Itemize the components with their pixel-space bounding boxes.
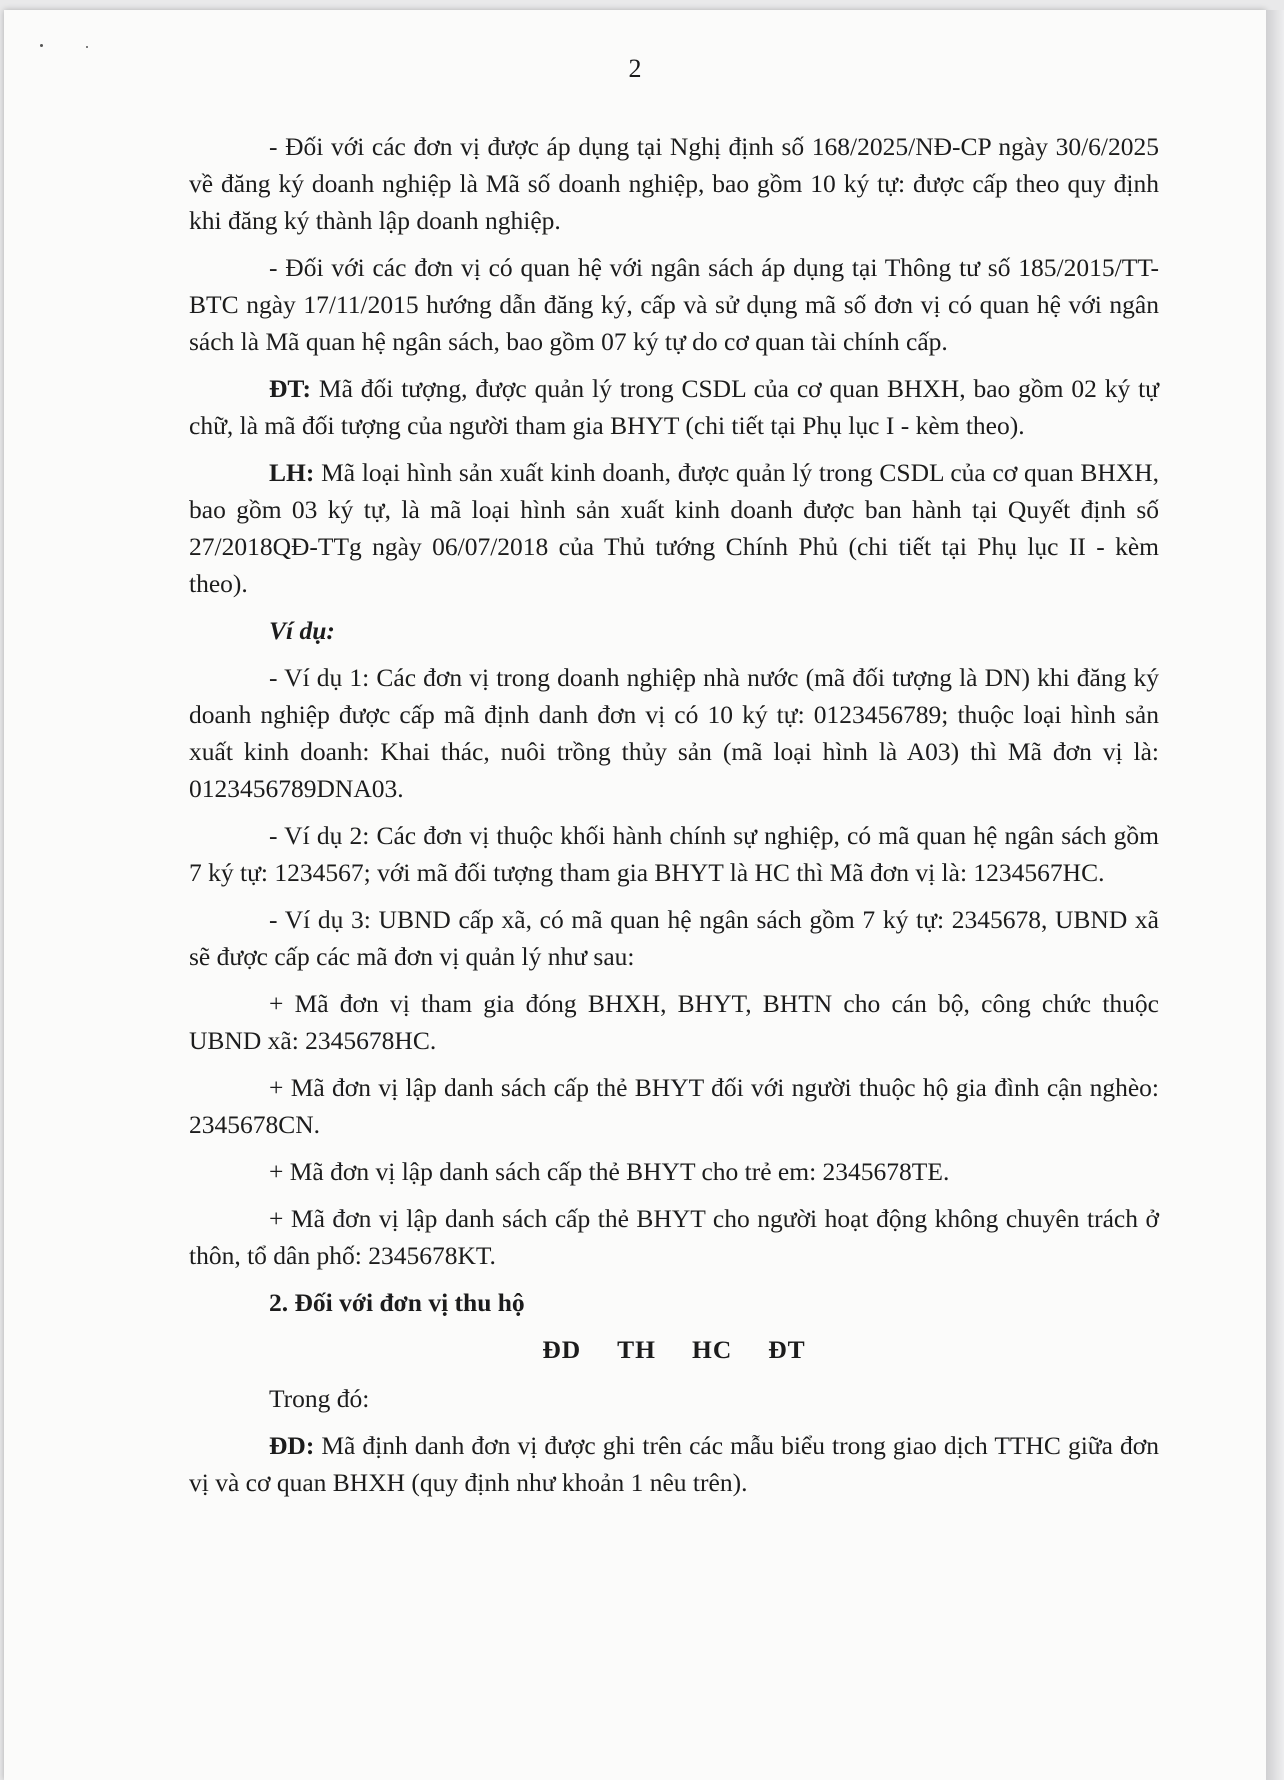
- section-2-heading: 2. Đối với đơn vị thu hộ: [269, 1288, 525, 1317]
- code-dt: ĐT: [768, 1335, 806, 1364]
- code-structure: [189, 1331, 1159, 1368]
- example-2: - Ví dụ 2: Các đơn vị thuộc khối hành chính sự nghiệp, có mã quan hệ ngân sách gồm 7 ký tự: 1234567; với mã đối tượng tham gia BHYT là HC thì Mã đơn vị là: 1234567HC.: [189, 821, 1159, 887]
- dt-text: Mã đối tượng, được quản lý trong CSDL của cơ quan BHXH, bao gồm 02 ký tự chữ, là mã đối tượng của người tham gia BHYT (chi tiết tại Phụ lục I - kèm theo).: [189, 374, 1159, 440]
- page-edge-shadow: [1266, 10, 1284, 1780]
- dd-text: Mã định danh đơn vị được ghi trên các mẫu biểu trong giao dịch TTHC giữa đơn vị và cơ quan BHXH (quy định như khoản 1 nêu trên).: [189, 1431, 1159, 1497]
- dd-label: ĐD:: [269, 1431, 315, 1460]
- lh-label: LH:: [269, 458, 315, 487]
- code-th: TH: [617, 1335, 656, 1364]
- example-heading: Ví dụ:: [269, 616, 335, 645]
- paragraph-budget-code: - Đối với các đơn vị có quan hệ với ngân sách áp dụng tại Thông tư số 185/2015/TT-BTC ngày 17/11/2015 hướng dẫn đăng ký, cấp và sử dụng mã số đơn vị có quan hệ với ngân sách là Mã quan hệ ngân sách, bao gồm 07 ký tự do cơ quan tài chính cấp.: [189, 253, 1159, 356]
- example-3: - Ví dụ 3: UBND cấp xã, có mã quan hệ ngân sách gồm 7 ký tự: 2345678, UBND xã sẽ được cấp các mã đơn vị quản lý như sau:: [189, 905, 1159, 971]
- bullet-2: + Mã đơn vị lập danh sách cấp thẻ BHYT đối với người thuộc hộ gia đình cận nghèo: 2345678CN.: [189, 1073, 1159, 1139]
- bullet-1: + Mã đơn vị tham gia đóng BHXH, BHYT, BHTN cho cán bộ, công chức thuộc UBND xã: 2345678HC.: [189, 989, 1159, 1055]
- paragraph-lh-definition: [189, 454, 1159, 602]
- example-1: - Ví dụ 1: Các đơn vị trong doanh nghiệp nhà nước (mã đối tượng là DN) khi đăng ký doanh nghiệp được cấp mã định danh đơn vị có 10 ký tự: 0123456789; thuộc loại hình sản xuất kinh doanh: Khai thác, nuôi trồng thủy sản (mã loại hình là A03) thì Mã đơn vị là: 0123456789DNA03.: [189, 663, 1159, 803]
- dt-label: ĐT:: [269, 374, 312, 403]
- code-hc: HC: [692, 1335, 733, 1364]
- scan-speck: [86, 46, 88, 48]
- where-label: Trong đó:: [269, 1384, 370, 1413]
- bullet-3: + Mã đơn vị lập danh sách cấp thẻ BHYT cho trẻ em: 2345678TE.: [269, 1157, 950, 1186]
- paragraph-enterprise-code: - Đối với các đơn vị được áp dụng tại Nghị định số 168/2025/NĐ-CP ngày 30/6/2025 về đăng ký doanh nghiệp là Mã số doanh nghiệp, bao gồm 10 ký tự: được cấp theo quy định khi đăng ký thành lập doanh nghiệp.: [189, 132, 1159, 235]
- document-page: [4, 10, 1266, 1780]
- paragraph-dd-definition: [189, 1427, 1159, 1501]
- page-number: 2: [628, 54, 642, 83]
- bullet-4: + Mã đơn vị lập danh sách cấp thẻ BHYT cho người hoạt động không chuyên trách ở thôn, tổ dân phố: 2345678KT.: [189, 1204, 1159, 1270]
- paragraph-dt-definition: [189, 370, 1159, 444]
- lh-text: Mã loại hình sản xuất kinh doanh, được quản lý trong CSDL của cơ quan BHXH, bao gồm 03 ký tự, là mã loại hình sản xuất kinh doanh được ban hành tại Quyết định số 27/2018QĐ-TTg ngày 06/07/2018 của Thủ tướng Chính Phủ (chi tiết tại Phụ lục II - kèm theo).: [189, 458, 1159, 598]
- code-dd: ĐD: [542, 1335, 582, 1364]
- document-body: [189, 128, 1159, 1511]
- scan-speck: [40, 44, 43, 47]
